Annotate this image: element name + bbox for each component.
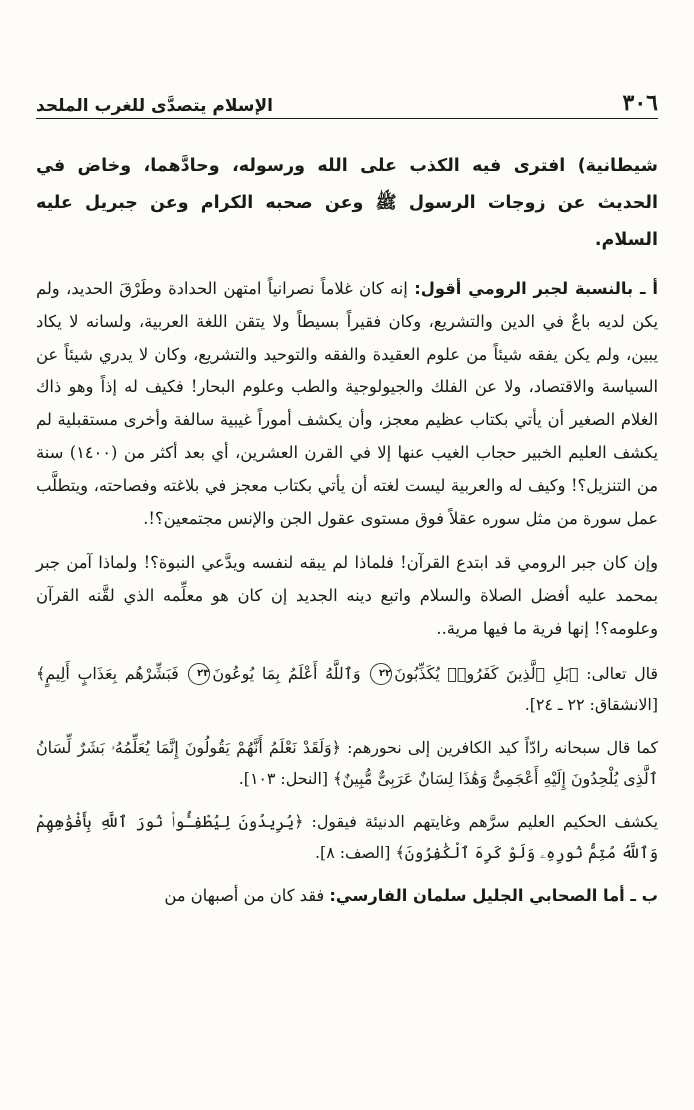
section-lead-b: ب ـ أما الصحابي الجليل سلمان الفارسي: [329,885,658,905]
verse-1b: وَٱللَّهُ أَعْلَمُ بِمَا يُوعُونَ [212,663,369,683]
opening-text: شيطانية) افترى فيه الكذب على الله ورسوله، وحادَّهما، وخاض في الحديث عن زوجات الرسول ﷺ وعن صحبه الكرام وعن جبريل عليه السلام. [36,156,658,250]
verse-2: ﴿وَلَقَدْ نَعْلَمُ أَنَّهُمْ يَقُولُونَ إِنَّمَا يُعَلِّمُهُۥ بَشَرٌ لِّسَانُ ٱلَّذِى يُلْحِدُونَ إِلَيْهِ أَعْجَمِىٌّ وَهَٰذَا لِسَانٌ عَرَبِىٌّ مُّبِينٌ﴾ [36,737,658,788]
opening-paragraph [36,148,658,259]
paragraph-jabr-conclusion [36,547,658,645]
quran-quote-2 [36,732,658,794]
paragraph-salman [36,880,658,913]
quote-3-intro: يكشف الحكيم العليم سرَّهم وغايتهم الدنيئة فيقول: [303,811,658,831]
verse-3-reference: [الصف: ٨]. [315,842,396,862]
verse-1-reference: [الانشقاق: ٢٢ ـ ٢٤]. [524,694,658,714]
page-number: ٣٠٦ [622,90,658,116]
verse-2-reference: [النحل: ١٠٣]. [238,768,334,788]
page-body [36,148,658,925]
paragraph-salman-text: فقد كان من أصبهان من [164,885,330,905]
header-rule [36,118,658,119]
ayah-number-marker: ٢٣ [188,663,210,685]
section-lead-a: أ ـ بالنسبة لجبر الرومي أقول: [414,279,659,298]
quote-2-intro: كما قال سبحانه رادّاً كيد الكافرين إلى نحورهم: [340,737,658,757]
quote-1-intro: قال تعالى: [578,663,658,683]
quran-quote-3 [36,806,658,868]
verse-3: ﴿يُرِيدُونَ لِيُطْفِـُٔوا۟ نُورَ ٱللَّهِ بِأَفْوَٰهِهِمْ وَٱللَّهُ مُتِمُّ نُورِهِۦ وَلَوْ كَرِهَ ٱلْكَٰفِرُونَ﴾ [36,811,658,862]
paragraph-jabr-text: إنه كان غلاماً نصرانياً امتهن الحدادة وطَرْقَ الحديد، ولم يكن لديه باعٌ في الدين والتشريع، وكان فقيراً بسيطاً ولا يتقن اللغة العربية، ولسانه لا يكاد يبين، ولم يكن يفقه شيئاً من علوم العقيدة والفقه والتوحيد والتشريع، وكان لا يدري شيئاً عن السياسة والاقتصاد، ولا عن الفلك والجيولوجية والطب وعلوم البحار! فكيف له إذاً وهو ذاك الغلام الصغير أن يأتي بكتاب عظيم معجز، وأن يكشف أموراً غيبية سالفة وأخرى مستقبلية لم يكشف العليم الخبير حجاب الغيب عنها إلا في القرن العشرين، أي بعد أكثر من (١٤٠٠) سنة من التنزيل؟! وكيف له والعربية ليست لغته أن يأتي بكتاب معجز في بلاغته وفصاحته، ويتطلَّب عمل سورة من مثل سوره عقلاً فوق مستوى عقول الجن والإنس مجتمعين؟!. [36,279,659,528]
paragraph-jabr-conclusion-text: وإن كان جبر الرومي قد ابتدع القرآن! فلماذا لم يبقه لنفسه ويدَّعي النبوة؟! ولماذا آمن جبر بمحمد عليه أفضل الصلاة والسلام واتبع دينه الجديد إن كان هو معلِّمه الذي لقَّنه القرآن وعلومه؟! إنها فرية ما فيها مرية.. [36,553,658,638]
running-title: الإسلام يتصدَّى للغرب الملحد [36,96,273,116]
paragraph-jabr [36,273,658,535]
verse-1a: ﴿بَلِ ٱلَّذِينَ كَفَرُوا۟ يُكَذِّبُونَ [394,663,579,683]
running-head [36,86,658,116]
quran-quote-1 [36,658,658,720]
ayah-number-marker: ٢٢ [370,663,392,685]
verse-1c: فَبَشِّرْهُم بِعَذَابٍ أَلِيمٍ﴾ [36,663,187,683]
